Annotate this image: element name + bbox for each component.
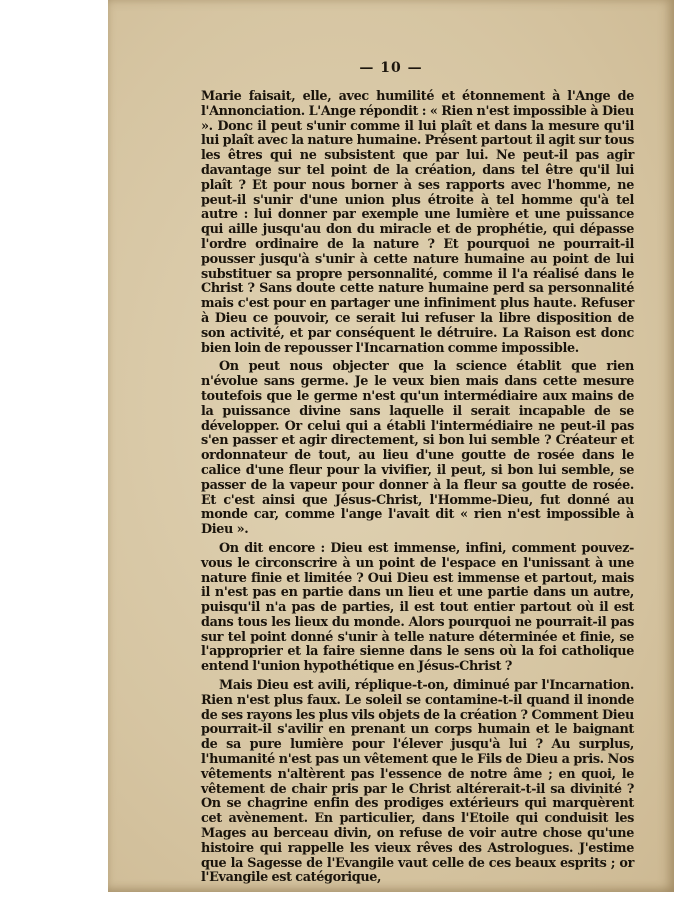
paragraph-3: On dit encore : Dieu est immense, infini, comment pouvez-vous le circonscrire à un point de l'espace en l'unissant à une nature finie et limitée ? Oui Dieu est immense et partout, mais il n'est pas en partie dans un lieu et une partie dans un autre, puisqu'il n'a pas de parties, il est tout entier partout où il est dans tous les lieux du monde. Alors pourquoi ne pourrait-il pas sur tel point donné s'unir à telle nature déterminée et finie, se l'approprier et la faire sienne dans le sens où la foi catholique entend l'union hypothétique en Jésus-Christ ?	[201, 540, 634, 675]
book-page	[108, 0, 674, 892]
paragraph-4: Mais Dieu est avili, réplique-t-on, diminué par l'Incarnation. Rien n'est plus faux. Le soleil se contamine-t-il quand il inonde de ses rayons les plus vils objets de la création ? Comment Dieu pourrait-il s'avilir en prenant un corps humain et le baignant de sa pure lumière pour l'élever jusqu'à lui ? Au surplus, l'humanité n'est pas un vêtement que le Fils de Dieu a pris. Nos vêtements n'altèrent pas l'essence de notre âme ; en quoi, le vêtement de chair pris par le Christ altérerait-t-il sa divinité ? On se chagrine enfin des prodiges extérieurs qui marquèrent cet avènement. En particulier, dans l'Etoile qui conduisit les Mages au berceau divin, on refuse de voir autre chose qu'une histoire qui rappelle les vieux rêves des Astrologues. J'estime que la Sagesse de l'Evangile vaut celle de ces beaux esprits ; or l'Evangile est catégorique,	[201, 678, 634, 886]
page-number: — 10 —	[359, 60, 423, 76]
paragraph-1: Marie faisait, elle, avec humilité et étonnement à l'Ange de l'Annonciation. L'Ange répondit : « Rien n'est impossible à Dieu ». Donc il peut s'unir comme il lui plaît et dans la mesure qu'il lui plaît avec la nature humaine. Présent partout il agit sur tous les êtres qui ne subsistent que par lui. Ne peut-il pas agir davantage sur tel point de la création, dans tel être qu'il lui plaît ? Et pour nous borner à ses rapports avec l'homme, ne peut-il s'unir d'une union plus étroite à tel homme qu'à tel autre : lui donner par exemple une lumière et une puissance qui aille jusqu'au don du miracle et de prophétie, qui dépasse l'ordre ordinaire de la nature ? Et pourquoi ne pourrait-il pousser jusqu'à s'unir à cette nature humaine au point de lui substituer sa propre personnalité, comme il l'a réalisé dans le Christ ? Sans doute cette nature humaine perd sa personnalité mais c'est pour en partager une infiniment plus haute. Refuser à Dieu ce pouvoir, ce serait lui refuser la libre disposition de son activité, et par conséquent le détruire. La Raison est donc bien loin de repousser l'Incarnation comme impossible.	[201, 89, 634, 356]
body-text	[201, 90, 634, 890]
paragraph-2: On peut nous objecter que la science établit que rien n'évolue sans germe. Je le veux bien mais dans cette mesure toutefois que le germe n'est qu'un intermédiaire aux mains de la puissance divine sans laquelle il serait incapable de se développer. Or celui qui a établi l'intermédiaire ne peut-il pas s'en passer et agir directement, si bon lui semble ? Créateur et ordonnateur de tout, au lieu d'une goutte de rosée dans le calice d'une fleur pour la vivifier, il peut, si bon lui semble, se passer de la vapeur pour donner à la fleur sa goutte de rosée. Et c'est ainsi que Jésus-Christ, l'Homme-Dieu, fut donné au monde car, comme l'ange l'avait dit « rien n'est impossible à Dieu ».	[201, 359, 634, 538]
